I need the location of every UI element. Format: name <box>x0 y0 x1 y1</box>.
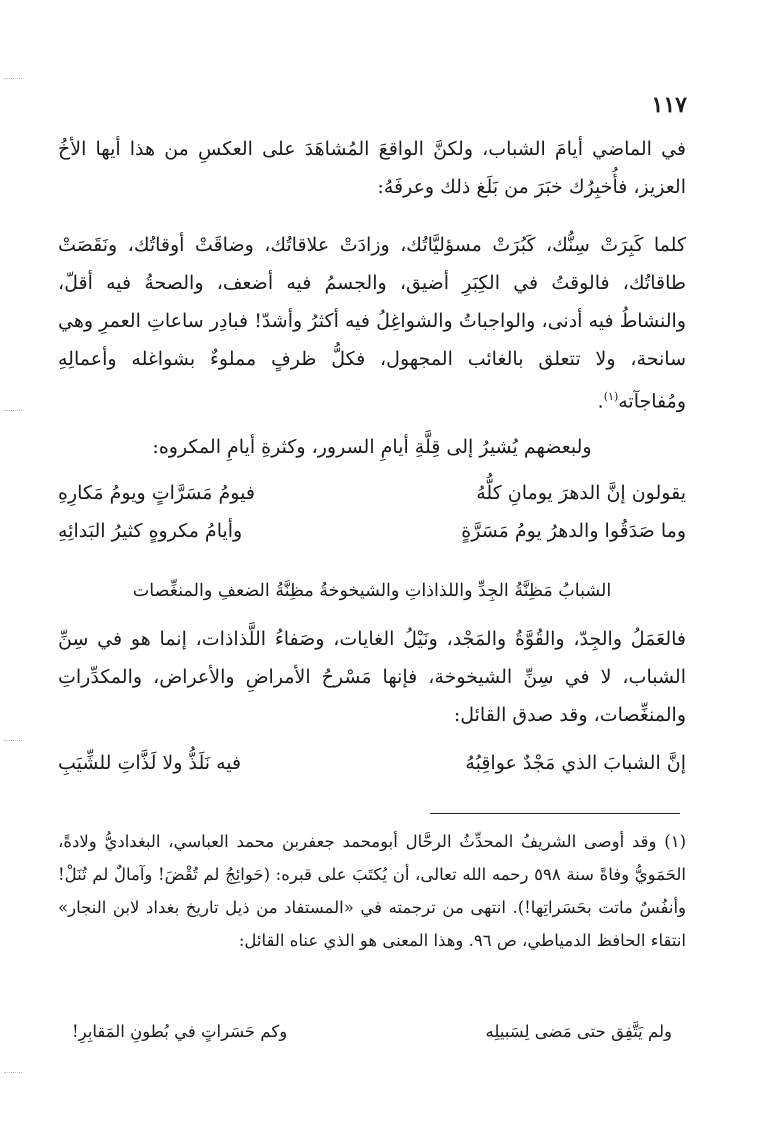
verse-3-first-hemistich: إنَّ الشبابَ الذي مَجْدٌ عواقِبُهُ <box>465 752 686 774</box>
footnote-verse-first-hemistich: ولم يَتَّفِق حتى مَضى لِسَبيلِه <box>485 1022 672 1041</box>
edge-mark <box>4 740 22 741</box>
footnote-verse <box>72 1022 672 1055</box>
edge-mark <box>4 78 22 79</box>
footnote-ref: (١) <box>603 390 619 403</box>
footnote-separator <box>430 813 680 814</box>
verse-2-first-hemistich: وما صَدَقُوا والدهرُ يومُ مَسَرَّةٍ <box>461 520 686 542</box>
edge-mark <box>4 410 22 411</box>
verse-line-3 <box>58 752 686 788</box>
page-number: ١١٧ <box>651 92 687 118</box>
paragraph-4: فالعَمَلُ والجِدّ، والقُوَّةُ والمَجْد، ونَيْلُ الغايات، وصَفاءُ اللَّذاذات، إنما هو في سِنِّ الشباب، لا في سِنِّ الشيخوخة، فإنها مَسْرحُ الأمراضِ والأعراض، والمكدِّراتِ والمنغِّصات، وقد صدق القائل: <box>58 628 686 726</box>
verse-1-second-hemistich: فيومُ مَسَرَّاتٍ ويومُ مَكارِهِ <box>58 482 255 504</box>
edge-mark <box>4 1072 22 1073</box>
verse-2-second-hemistich: وأيامُ مكروهٍ كثيرُ البَدائِهِ <box>58 520 243 542</box>
verse-line-1 <box>58 482 686 518</box>
section-heading: الشبابُ مَظِنَّةُ الجِدِّ واللذاذاتِ والشيخوخةُ مظِنَّةُ الضعفِ والمنغِّصات <box>132 581 612 601</box>
footnote-verse-second-hemistich: وكم حَسَراتٍ في بُطونِ المَقابِرِ! <box>72 1022 288 1041</box>
footnote-text: (١) وقد أوصى الشريفُ المحدِّثُ الرحَّال أبومحمد جعفربن محمد العباسي، البغداديُّ ولادةً، الحَمَويُّ وفاةً سنة ٥٩٨ رحمه الله تعالى، أن يُكتَبَ على قبره: (حَوائِجُ لم تُقْضَ! وآمالٌ لم تُنَلْ! وأنفُسٌ ماتت بحَسَراتِها!). انتهى من ترجمته في «المستفاد من ذيل تاريخ بغداد لابن النجار» انتقاء الحافظ الدمياطي، ص ٩٦. وهذا المعنى هو الذي عناه القائل: <box>58 832 687 950</box>
paragraph-2-end: . <box>597 390 604 413</box>
paragraph-2 <box>58 226 686 420</box>
verse-line-2 <box>58 520 686 556</box>
verse-3-second-hemistich: فيه نَلَذُّ ولا لَذَّاتِ للشِّيَبِ <box>58 752 242 774</box>
paragraph-2-text: كلما كَبِرَتْ سِنُّك، كَبُرَتْ مسؤليَّاتُك، وزادَتْ علاقاتُك، وضاقَتْ أوقاتُك، ونَقَصَتْ طاقاتُك، فالوقتُ في الكِبَرِ أضيق، والجسمُ فيه أضعف، والصحةُ فيه أقلّ، والنشاطُ فيه أدنى، والواجباتُ والشواغِلُ فيه أكثرُ وأشدّ! فبادِر ساعاتِ العمرِ وهي سانحة، ولا تتعلق بالغائب المجهول، فكلُّ ظرفٍ مملوءٌ بشواغله وأعمالِهِ ومُفاجآته <box>58 234 686 413</box>
verse-1-first-hemistich: يقولون إنَّ الدهرَ يومانِ كلُّهُ <box>476 482 686 504</box>
paragraph-3: ولبعضهم يُشيرُ إلى قِلَّةِ أيامِ السرور، وكثرةِ أيامِ المكروه: <box>152 436 592 458</box>
paragraph-1: في الماضي أيامَ الشباب، ولكنَّ الواقعَ المُشاهَدَ على العكسِ من هذا أيها الأخُ العزيز، فأُخبِرُك خبَرَ من بَلَغ ذلك وعرفَهُ: <box>58 138 686 198</box>
